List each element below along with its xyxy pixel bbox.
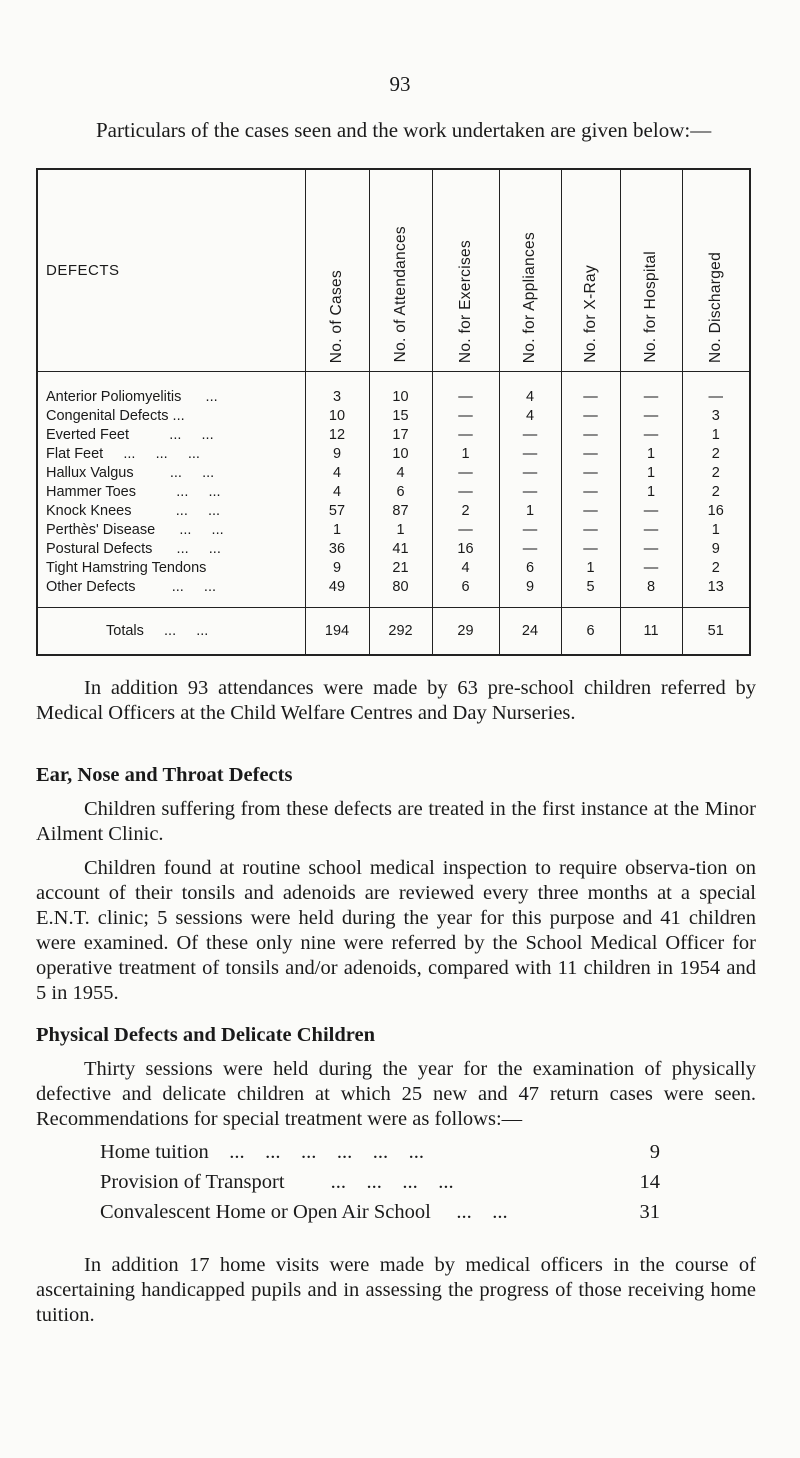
table-cell: 10 [369, 371, 432, 407]
spacer-cell [561, 597, 620, 608]
column-header [432, 170, 499, 371]
spacer-cell [38, 597, 305, 608]
table-row [38, 540, 749, 559]
table-cell: — [620, 559, 682, 578]
table-cell: — [620, 540, 682, 559]
table-cell: 4 [369, 464, 432, 483]
column-header [369, 170, 432, 371]
table-cell: 1 [620, 483, 682, 502]
table-cell: — [432, 464, 499, 483]
table-cell: 5 [561, 578, 620, 597]
table-cell: — [620, 407, 682, 426]
table-cell: 1 [620, 464, 682, 483]
column-header-label: No. for X-Ray [581, 264, 599, 363]
table-cell: 1 [682, 426, 749, 445]
table-cell: — [561, 540, 620, 559]
table-cell: — [561, 502, 620, 521]
table-cell: — [432, 483, 499, 502]
defect-name: Flat Feet ... ... ... [46, 445, 200, 462]
table-cell: — [499, 464, 561, 483]
table-cell: — [620, 371, 682, 407]
table-cell: 12 [305, 426, 369, 445]
ent-paragraph-1 [36, 797, 756, 847]
totals-cell: 11 [620, 607, 682, 654]
table-cell: 2 [682, 464, 749, 483]
table-cell: 10 [369, 445, 432, 464]
physical-paragraph-2 [36, 1253, 756, 1328]
table-cell: 15 [369, 407, 432, 426]
defect-name: Perthès' Disease ... ... [46, 521, 224, 538]
table-cell: — [620, 521, 682, 540]
column-header [499, 170, 561, 371]
table-row [38, 464, 749, 483]
table-cell: — [432, 407, 499, 426]
table-cell: 1 [305, 521, 369, 540]
recommendations-list [100, 1137, 660, 1227]
table-cell: 21 [369, 559, 432, 578]
ent-p1-text: Children suffering from these defects are treated in the first instance at the Minor Ailment Clinic. [36, 798, 756, 845]
table-cell: 17 [369, 426, 432, 445]
list-item [100, 1167, 660, 1197]
table-cell: 2 [682, 559, 749, 578]
defect-name: Postural Defects ... ... [46, 540, 221, 557]
totals-cell: 29 [432, 607, 499, 654]
table-cell: — [561, 521, 620, 540]
column-header-label: No. for Hospital [642, 251, 659, 363]
table-cell: 9 [499, 578, 561, 597]
table-cell: 4 [499, 371, 561, 407]
table-row [38, 559, 749, 578]
totals-cell: 6 [561, 607, 620, 654]
defect-name: Other Defects ... ... [46, 578, 217, 595]
table-cell: — [620, 502, 682, 521]
recommendation-label: Home tuition ... ... ... ... ... ... [100, 1141, 425, 1163]
totals-cell: 24 [499, 607, 561, 654]
recommendation-label: Provision of Transport ... ... ... ... [100, 1171, 454, 1193]
table-cell: 87 [369, 502, 432, 521]
table-cell: 9 [305, 559, 369, 578]
table-cell: 10 [305, 407, 369, 426]
physical-heading: Physical Defects and Delicate Children [36, 1024, 375, 1046]
physical-p1-text: Thirty sessions were held during the year for the examination of physically defective and delicate children at which 25 new and 47 return cases were seen. Recommendations for special treatment were as follows:— [36, 1058, 756, 1130]
table-cell: — [499, 426, 561, 445]
table-cell: 2 [682, 445, 749, 464]
table-cell: — [561, 483, 620, 502]
ent-paragraph-2 [36, 856, 756, 1006]
table-cell: 36 [305, 540, 369, 559]
table-row [38, 371, 749, 407]
list-item [100, 1197, 660, 1227]
table-cell: 57 [305, 502, 369, 521]
table-row [38, 426, 749, 445]
table-cell: 6 [369, 483, 432, 502]
recommendation-label: Convalescent Home or Open Air School ... ... [100, 1201, 508, 1223]
table-cell: 3 [682, 407, 749, 426]
table-cell: 1 [432, 445, 499, 464]
defect-name: Everted Feet ... ... [46, 426, 214, 443]
defects-table [38, 170, 749, 654]
column-header-label: No. of Attendances [391, 226, 409, 363]
page-number: 93 [389, 72, 411, 96]
table-cell: — [499, 445, 561, 464]
table-cell: — [432, 521, 499, 540]
table-cell: 2 [432, 502, 499, 521]
table-cell: — [620, 426, 682, 445]
totals-cell: 51 [682, 607, 749, 654]
table-cell: 4 [305, 464, 369, 483]
table-cell: 1 [620, 445, 682, 464]
table-cell: 1 [682, 521, 749, 540]
list-item [100, 1137, 660, 1167]
defects-table-frame [36, 168, 751, 656]
defects-header: DEFECTS [38, 170, 305, 371]
table-cell: 1 [369, 521, 432, 540]
defect-name: Congenital Defects ... [46, 407, 185, 424]
table-cell: 1 [561, 559, 620, 578]
table-cell: 9 [682, 540, 749, 559]
table-cell: 1 [499, 502, 561, 521]
table-cell: 8 [620, 578, 682, 597]
column-header [620, 170, 682, 371]
table-row [38, 521, 749, 540]
table-row [38, 483, 749, 502]
defect-name: Hammer Toes ... ... [46, 483, 221, 500]
table-cell: 16 [432, 540, 499, 559]
table-row [38, 407, 749, 426]
column-header [561, 170, 620, 371]
table-cell: 41 [369, 540, 432, 559]
column-header-label: No. for Appliances [521, 231, 538, 363]
ent-heading: Ear, Nose and Throat Defects [36, 764, 293, 786]
intro-text: Particulars of the cases seen and the work undertaken are given below:— [96, 118, 712, 142]
table-row [38, 445, 749, 464]
physical-p2-text: In addition 17 home visits were made by medical officers in the course of ascertaining handicapped pupils and in assessing the progress of those receiving home tuition. [36, 1254, 756, 1326]
defect-name: Hallux Valgus ... ... [46, 464, 215, 481]
physical-paragraph-1 [36, 1057, 756, 1132]
spacer-cell [369, 597, 432, 608]
spacer-cell [432, 597, 499, 608]
table-cell: — [682, 371, 749, 407]
totals-cell: 292 [369, 607, 432, 654]
column-header [682, 170, 749, 371]
table-header-row [38, 170, 749, 371]
defect-name: Anterior Poliomyelitis ... [46, 388, 218, 405]
table-cell: — [561, 371, 620, 407]
totals-label: Totals ... ... [38, 607, 305, 654]
table-cell: 6 [432, 578, 499, 597]
table-row [38, 578, 749, 597]
column-header-label: No. of Cases [328, 269, 345, 363]
addition-paragraph [36, 676, 756, 726]
addition-text: In addition 93 attendances were made by 63 pre-school children referred by Medical Officers at the Child Welfare Centres and Day Nurseries. [36, 677, 756, 724]
table-cell: — [499, 540, 561, 559]
spacer-cell [682, 597, 749, 608]
table-cell: 2 [682, 483, 749, 502]
column-header [305, 170, 369, 371]
table-cell: — [561, 445, 620, 464]
table-cell: — [432, 371, 499, 407]
table-cell: — [432, 426, 499, 445]
table-cell: — [499, 483, 561, 502]
table-cell: 16 [682, 502, 749, 521]
column-header-label: No. for Exercises [456, 239, 474, 363]
table-cell: — [561, 407, 620, 426]
ent-p2-text: Children found at routine school medical inspection to require observa-tion on account of their tonsils and adenoids are reviewed every three months at a special E.N.T. clinic; 5 sessions were held during the year for this purpose and 41 children were examined. Of these only nine were referred by the School Medical Officer for operative treatment of tonsils and/or adenoids, compared with 11 children in 1954 and 5 in 1955. [36, 857, 756, 1004]
table-cell: 3 [305, 371, 369, 407]
table-spacer-row [38, 597, 749, 608]
table-cell: — [561, 464, 620, 483]
spacer-cell [499, 597, 561, 608]
totals-row [38, 607, 749, 654]
spacer-cell [305, 597, 369, 608]
column-header-label: No. Discharged [706, 251, 724, 363]
table-cell: — [561, 426, 620, 445]
table-cell: 80 [369, 578, 432, 597]
table-cell: 6 [499, 559, 561, 578]
table-cell: 4 [499, 407, 561, 426]
table-body [38, 371, 749, 607]
table-cell: 4 [305, 483, 369, 502]
recommendation-value: 9 [649, 1141, 660, 1163]
spacer-cell [620, 597, 682, 608]
table-cell: 9 [305, 445, 369, 464]
table-cell: 13 [682, 578, 749, 597]
table-row [38, 502, 749, 521]
recommendation-value: 31 [639, 1201, 660, 1223]
totals-cell: 194 [305, 607, 369, 654]
defect-name: Knock Knees ... ... [46, 502, 221, 519]
table-cell: 4 [432, 559, 499, 578]
recommendation-value: 14 [639, 1171, 660, 1193]
defect-name: Tight Hamstring Tendons [46, 559, 207, 576]
table-cell: 49 [305, 578, 369, 597]
table-cell: — [499, 521, 561, 540]
